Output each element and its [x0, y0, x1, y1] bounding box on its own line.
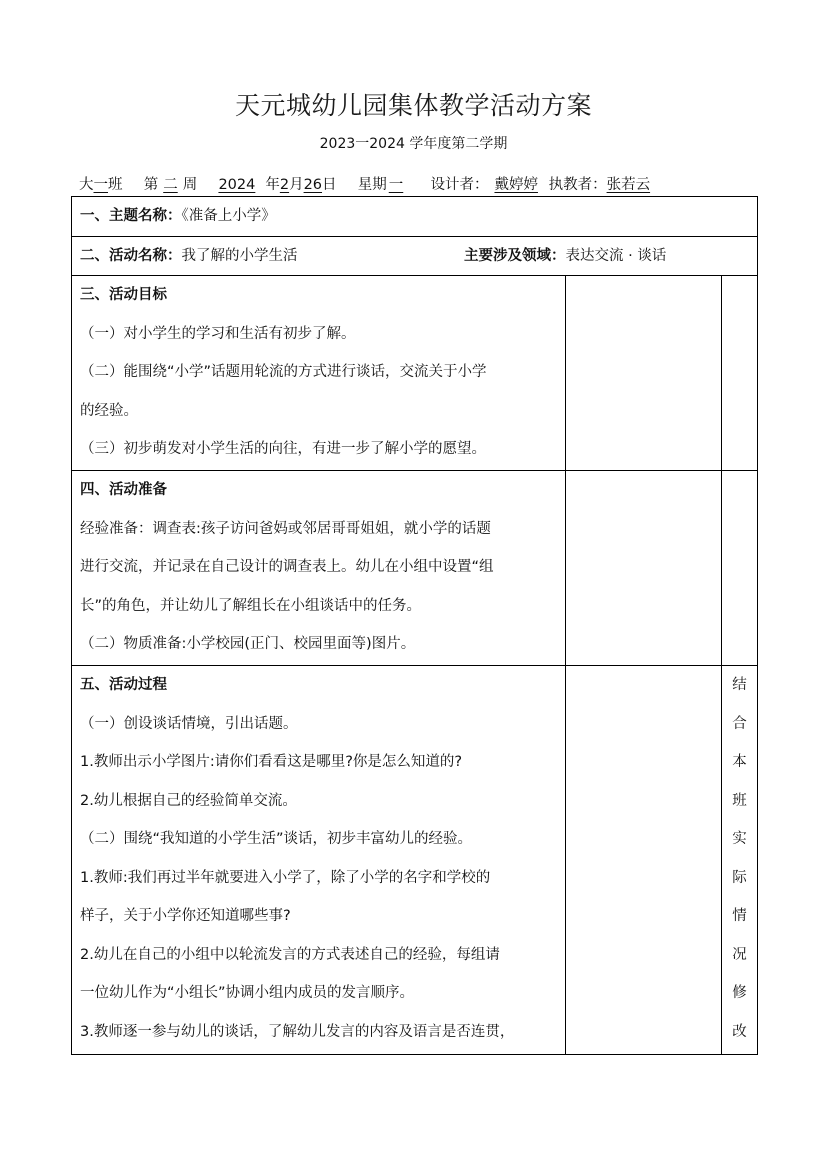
weekday-prefix: 星期 [357, 177, 387, 193]
theme-label: 一、主题名称： [80, 208, 182, 224]
section-prep-line: （二）物质准备:小学校园(正门、校园里面等)图片。 [80, 636, 416, 652]
theme-cell [72, 197, 758, 237]
activity-row [72, 236, 758, 276]
side-note-cell [722, 666, 758, 1055]
side-note-char: 修 [732, 985, 747, 1001]
side-note-char: 班 [732, 792, 747, 809]
designer-value: 戴婷婷 [494, 177, 538, 193]
side-note-char: 实 [732, 831, 747, 847]
side-note-char: 结 [732, 677, 747, 693]
section-process-line: 样子，关于小学你还知道哪些事? [80, 908, 291, 924]
weekday-value: 一 [388, 177, 404, 193]
month-suffix: 月 [289, 177, 304, 193]
teacher-label: 执教者： [548, 177, 607, 193]
section-goals-line: （三）初步萌发对小学生活的向往，有进一步了解小学的愿望。 [80, 441, 486, 457]
theme-value: 《准备上小学》 [181, 208, 276, 224]
section-prep-line: 经验准备：调查表:孩子访问爸妈或邻居哥哥姐姐，就小学的话题 [80, 520, 491, 537]
section-process-line: （二）围绕“我知道的小学生活”谈话，初步丰富幼儿的经验。 [80, 831, 473, 847]
notes-cell [566, 666, 722, 1055]
meta-line [79, 173, 660, 194]
day-suffix: 日 [322, 177, 337, 193]
side-note-char: 合 [732, 715, 747, 732]
section-goals-line: （二）能围绕“小学”话题用轮流的方式进行谈话，交流关于小学 [80, 364, 487, 380]
class-suffix: 班 [108, 177, 123, 193]
side-note-char: 际 [732, 869, 747, 886]
week-suffix: 周 [182, 177, 198, 193]
teacher-value: 张若云 [606, 177, 651, 193]
section-process-line: 一位幼儿作为“小组长”协调小组内成员的发言顺序。 [80, 985, 415, 1001]
week-prefix: 第 [143, 177, 159, 193]
side-note-char: 本 [732, 754, 747, 770]
side-note-char: 情 [732, 908, 747, 924]
section-process-heading: 五、活动过程 [80, 677, 167, 693]
section-prep-cell [72, 471, 566, 666]
document-title: 天元城幼儿园集体教学活动方案 [234, 91, 592, 120]
year-value: 2024 [218, 177, 256, 193]
activity-value: 我了解的小学生活 [181, 247, 298, 264]
section-goals-row [72, 276, 758, 471]
class-prefix: 大 [79, 177, 94, 193]
section-process-line: 1.教师出示小学图片:请你们看看这是哪里?你是怎么知道的? [80, 754, 463, 770]
section-goals-heading: 三、活动目标 [80, 287, 167, 303]
plan-table [71, 196, 758, 1055]
document-subtitle: 2023一2024 学年度第二学期 [319, 136, 508, 152]
domain-label: 主要涉及领域： [464, 247, 566, 264]
class-value: 一 [93, 177, 108, 193]
section-goals-line: 的经验。 [80, 402, 138, 419]
theme-row [72, 197, 758, 237]
section-process-line: （一）创设谈话情境，引出话题。 [80, 715, 298, 732]
activity-cell [72, 236, 758, 276]
notes-cell [566, 276, 722, 471]
section-process-row [72, 666, 758, 1055]
designer-label: 设计者： [430, 177, 489, 193]
section-goals-cell [72, 276, 566, 471]
section-goals-line: （一）对小学生的学习和生活有初步了解。 [80, 325, 356, 342]
activity-label: 二、活动名称： [80, 247, 182, 264]
notes-cell [566, 471, 722, 666]
section-process-line: 3.教师逐一参与幼儿的谈话，了解幼儿发言的内容及语言是否连贯， [80, 1023, 515, 1040]
section-prep-row [72, 471, 758, 666]
side-cell [722, 471, 758, 666]
section-process-line: 1.教师:我们再过半年就要进入小学了，除了小学的名字和学校的 [80, 869, 491, 886]
side-note-char: 况 [732, 946, 747, 963]
domain-value: 表达交流 · 谈话 [565, 247, 667, 264]
year-suffix: 年 [265, 177, 280, 193]
section-prep-heading: 四、活动准备 [80, 482, 167, 498]
day-value: 26 [303, 177, 323, 193]
side-cell [722, 276, 758, 471]
side-note-char: 改 [732, 1023, 747, 1040]
section-prep-line: 长”的角色，并让幼儿了解组长在小组谈话中的任务。 [80, 597, 422, 614]
week-value: 二 [163, 177, 178, 193]
section-prep-line: 进行交流，并记录在自己设计的调查表上。幼儿在小组中设置“组 [80, 559, 494, 575]
month-value: 2 [279, 177, 290, 193]
section-process-cell [72, 666, 566, 1055]
section-process-line: 2.幼儿在自己的小组中以轮流发言的方式表述自己的经验，每组请 [80, 946, 500, 963]
section-process-line: 2.幼儿根据自己的经验简单交流。 [80, 792, 297, 809]
